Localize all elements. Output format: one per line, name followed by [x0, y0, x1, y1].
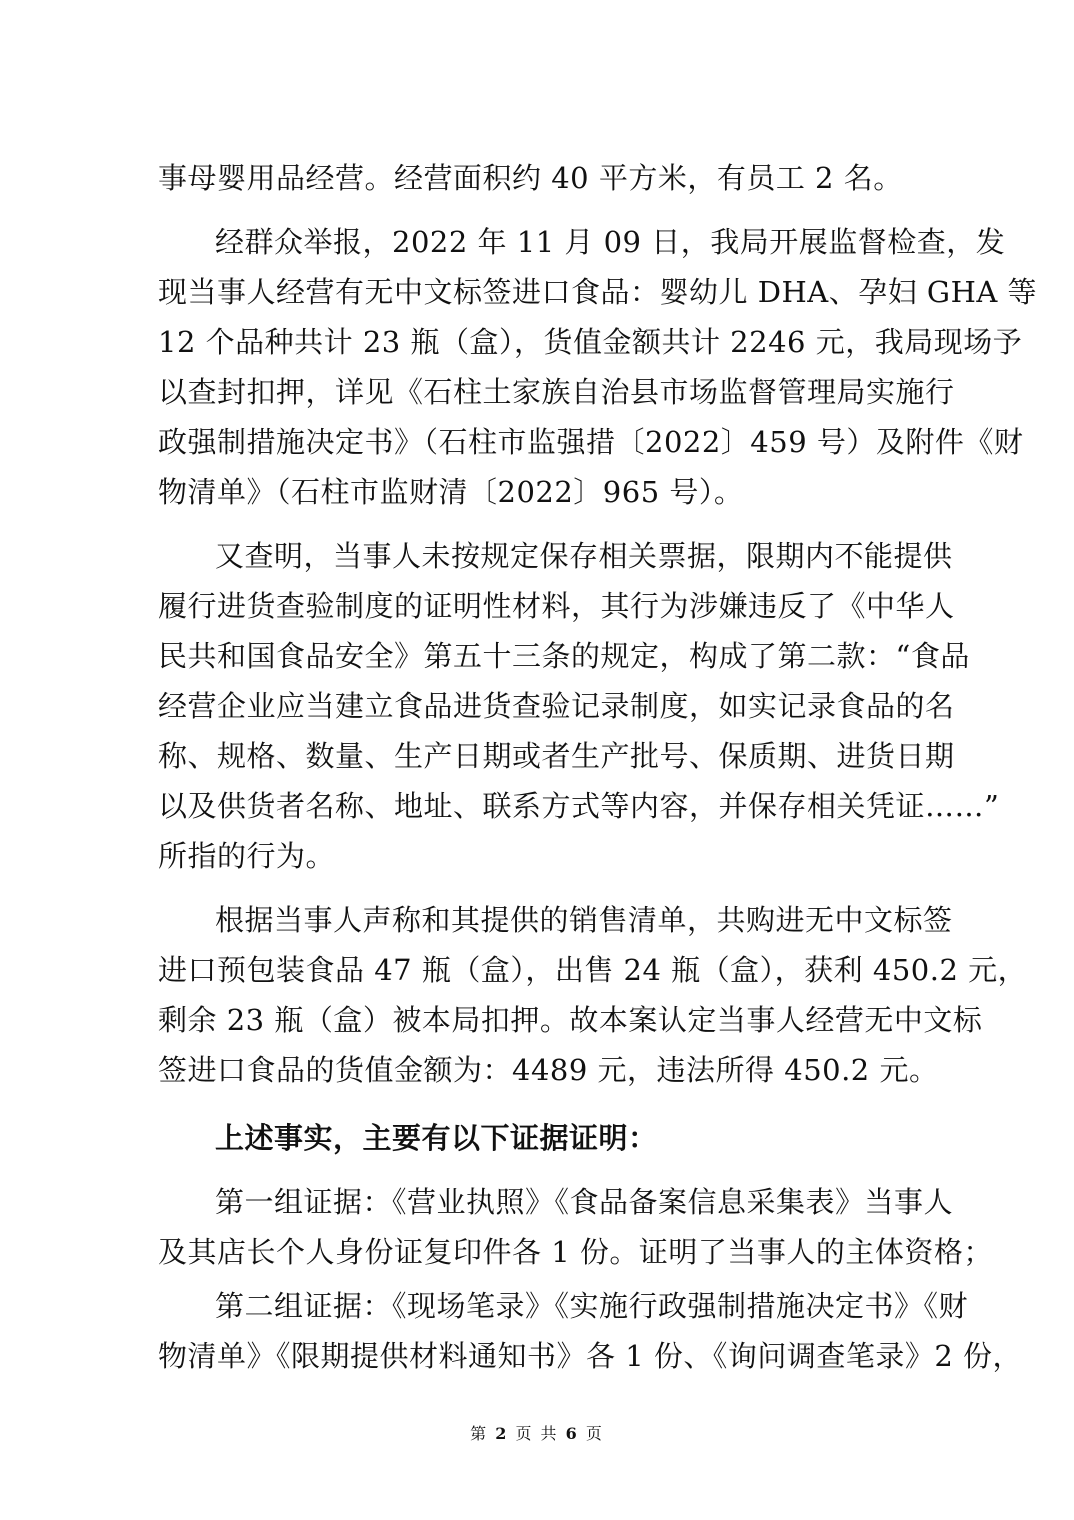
text-line: 12 个品种共计 23 瓶（盒），货值金额共计 2246 元，我局现场予	[158, 325, 1023, 359]
text-line: 民共和国食品安全》第五十三条的规定，构成了第二款：“食品	[158, 639, 970, 673]
text-line: 签进口食品的货值金额为：4489 元，违法所得 450.2 元。	[158, 1053, 939, 1087]
text-line: 现当事人经营有无中文标签进口食品：婴幼儿 DHA、孕妇 GHA 等	[158, 275, 1038, 309]
paragraph-first-line: 经群众举报，2022 年 11 月 09 日，我局开展监督检查，发	[215, 225, 1006, 259]
paragraph-first-line: 第二组证据：《现场笔录》《实施行政强制措施决定书》《财	[215, 1289, 969, 1323]
paragraph-first-line: 又查明，当事人未按规定保存相关票据，限期内不能提供	[215, 539, 953, 573]
footer-suffix: 页	[585, 1424, 604, 1443]
text-line: 物清单》《限期提供材料通知书》各 1 份、《询问调查笔录》2 份，	[158, 1339, 1023, 1373]
total-page-count: 6	[565, 1424, 579, 1443]
text-line: 事母婴用品经营。经营面积约 40 平方米，有员工 2 名。	[158, 161, 903, 195]
text-line: 剩余 23 瓶（盒）被本局扣押。故本案认定当事人经营无中文标	[158, 1003, 983, 1037]
text-line: 物清单》（石柱市监财清〔2022〕965 号）。	[158, 475, 744, 509]
text-line: 进口预包装食品 47 瓶（盒），出售 24 瓶（盒），获利 450.2 元，	[158, 953, 1028, 987]
page-footer	[0, 1422, 1074, 1446]
paragraph-first-line: 第一组证据：《营业执照》《食品备案信息采集表》当事人	[215, 1185, 954, 1219]
text-line: 所指的行为。	[158, 839, 336, 873]
text-line: 以及供货者名称、地址、联系方式等内容，并保存相关凭证……”	[158, 789, 1000, 823]
paragraph-first-line: 根据当事人声称和其提供的销售清单，共购进无中文标签	[215, 903, 953, 937]
text-line: 以查封扣押，详见《石柱土家族自治县市场监督管理局实施行	[158, 375, 955, 409]
text-line: 履行进货查验制度的证明性材料，其行为涉嫌违反了《中华人	[158, 589, 955, 623]
current-page-number: 2	[495, 1424, 509, 1443]
text-line: 经营企业应当建立食品进货查验记录制度，如实记录食品的名	[158, 689, 955, 723]
text-line: 政强制措施决定书》（石柱市监强措〔2022〕459 号）及附件《财	[158, 425, 1024, 459]
footer-prefix: 第	[470, 1424, 489, 1443]
footer-middle: 页 共	[515, 1424, 559, 1443]
section-heading: 上述事实，主要有以下证据证明：	[215, 1121, 658, 1155]
text-line: 及其店长个人身份证复印件各 1 份。证明了当事人的主体资格；	[158, 1235, 993, 1269]
text-line: 称、规格、数量、生产日期或者生产批号、保质期、进货日期	[158, 739, 955, 773]
